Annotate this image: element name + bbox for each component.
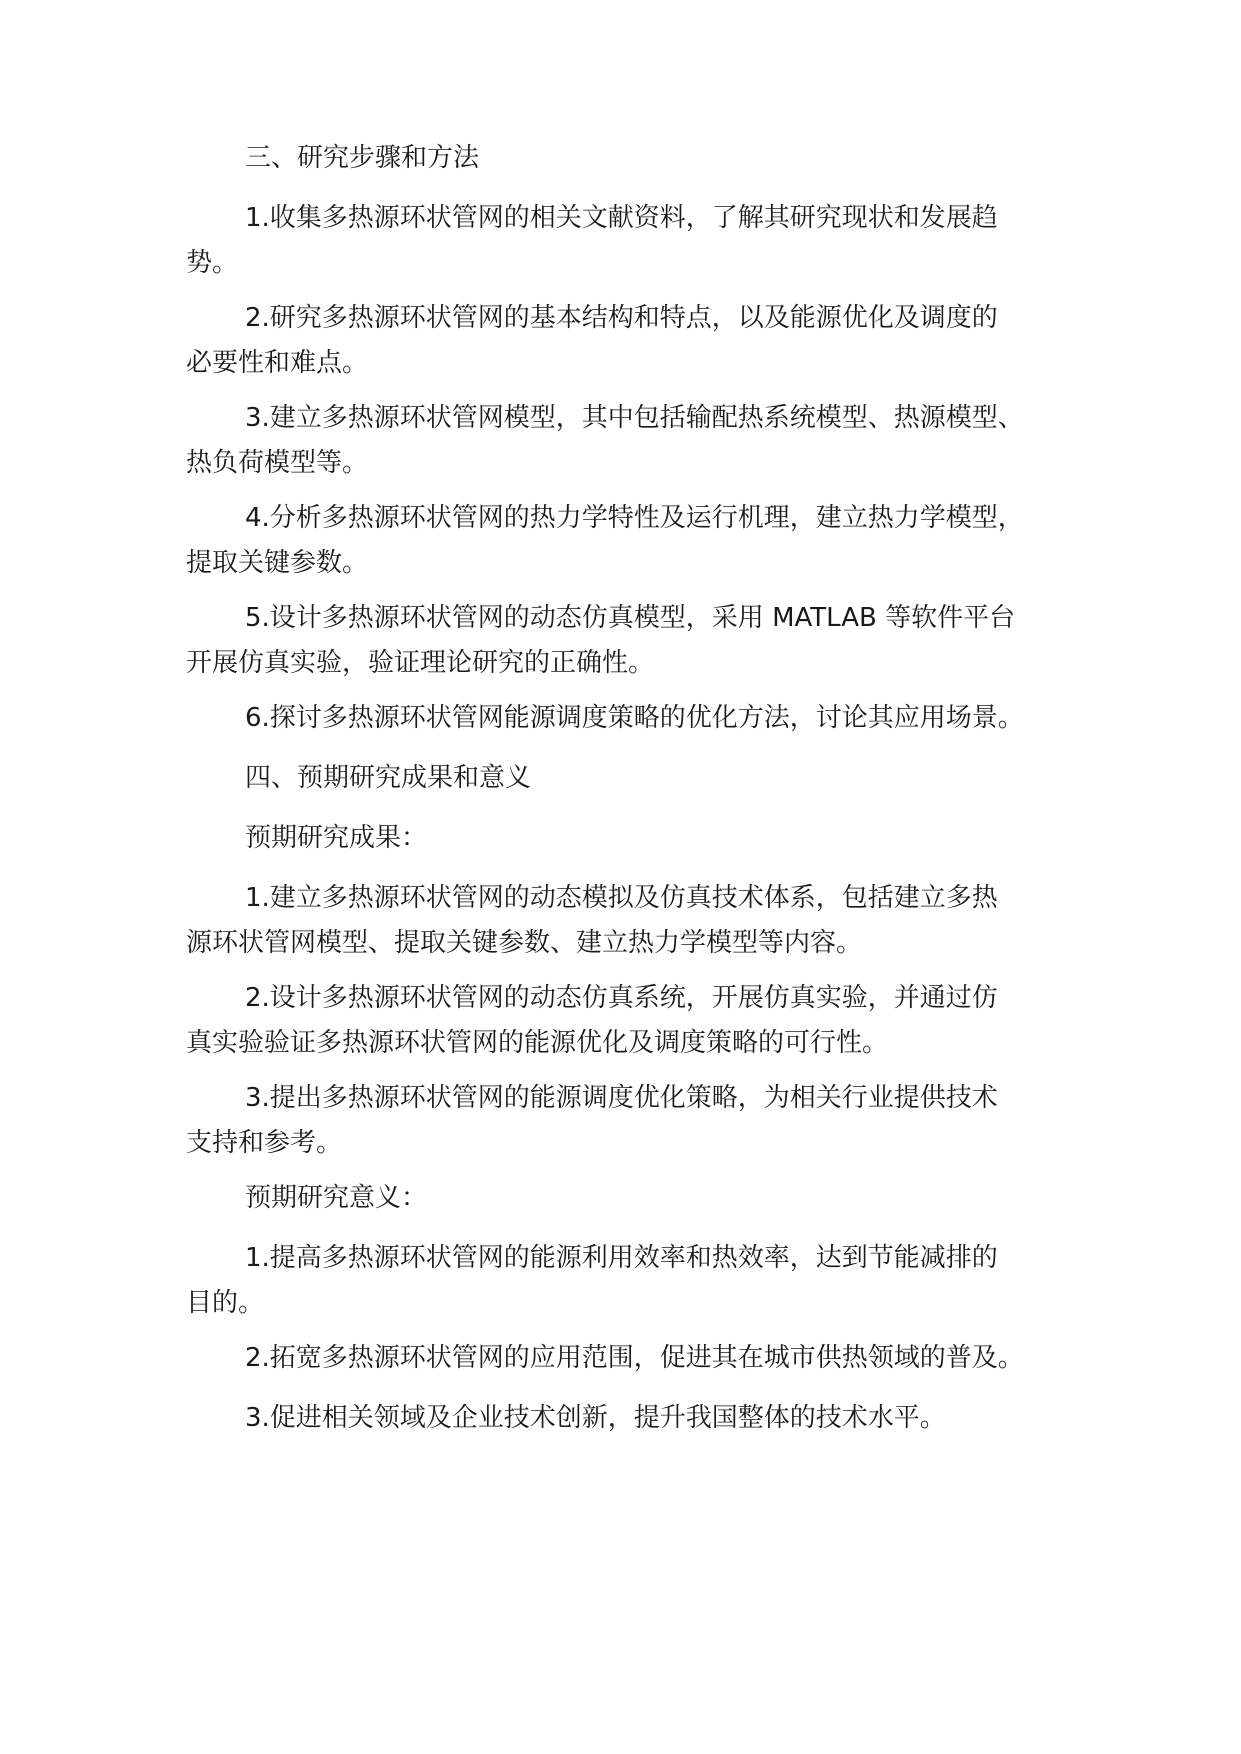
paragraph-line: 势。 xyxy=(186,248,239,278)
paragraph-line: 1.建立多热源环状管网的动态模拟及仿真技术体系，包括建立多热 xyxy=(245,883,998,913)
step-3 xyxy=(186,396,1066,486)
heading-text: 四、预期研究成果和意义 xyxy=(245,763,532,793)
section4-heading xyxy=(186,756,1066,801)
paragraph-line: 开展仿真实验，验证理论研究的正确性。 xyxy=(186,648,655,678)
step-4 xyxy=(186,496,1066,586)
significance-1 xyxy=(186,1236,1066,1326)
paragraph-line: 1.收集多热源环状管网的相关文献资料，了解其研究现状和发展趋 xyxy=(245,203,998,233)
step-2 xyxy=(186,296,1066,386)
paragraph-line: 源环状管网模型、提取关键参数、建立热力学模型等内容。 xyxy=(186,928,863,958)
paragraph-line: 目的。 xyxy=(186,1288,265,1318)
subheading-text: 预期研究成果： xyxy=(245,823,428,853)
result-2 xyxy=(186,976,1066,1066)
paragraph-line: 2.研究多热源环状管网的基本结构和特点，以及能源优化及调度的 xyxy=(245,303,998,333)
heading-text: 三、研究步骤和方法 xyxy=(245,143,480,173)
paragraph-line: 2.拓宽多热源环状管网的应用范围，促进其在城市供热领域的普及。 xyxy=(245,1343,1024,1373)
section3-heading xyxy=(186,136,1066,181)
paragraph-line: 4.分析多热源环状管网的热力学特性及运行机理，建立热力学模型， xyxy=(245,503,1024,533)
result-3 xyxy=(186,1076,1066,1166)
significance-3 xyxy=(186,1396,1066,1441)
significance-heading xyxy=(186,1176,1066,1221)
paragraph-line: 3.提出多热源环状管网的能源调度优化策略，为相关行业提供技术 xyxy=(245,1083,998,1113)
paragraph-line: 提取关键参数。 xyxy=(186,548,369,578)
paragraph-line: 1.提高多热源环状管网的能源利用效率和热效率，达到节能减排的 xyxy=(245,1243,998,1273)
results-heading xyxy=(186,816,1066,861)
subheading-text: 预期研究意义： xyxy=(245,1183,428,1213)
paragraph-line: 必要性和难点。 xyxy=(186,348,369,378)
paragraph-line: 2.设计多热源环状管网的动态仿真系统，开展仿真实验，并通过仿 xyxy=(245,983,998,1013)
paragraph-line: 热负荷模型等。 xyxy=(186,448,369,478)
step-1 xyxy=(186,196,1066,286)
paragraph-line: 3.促进相关领域及企业技术创新，提升我国整体的技术水平。 xyxy=(245,1403,946,1433)
paragraph-line: 支持和参考。 xyxy=(186,1128,343,1158)
result-1 xyxy=(186,876,1066,966)
step-5 xyxy=(186,596,1066,686)
paragraph-line: 3.建立多热源环状管网模型，其中包括输配热系统模型、热源模型、 xyxy=(245,403,1024,433)
significance-2 xyxy=(186,1336,1066,1381)
paragraph-line: 6.探讨多热源环状管网能源调度策略的优化方法，讨论其应用场景。 xyxy=(245,703,1024,733)
step-6 xyxy=(186,696,1066,741)
paragraph-line: 真实验验证多热源环状管网的能源优化及调度策略的可行性。 xyxy=(186,1028,889,1058)
paragraph-line: 5.设计多热源环状管网的动态仿真模型，采用 MATLAB 等软件平台 xyxy=(245,603,1016,633)
